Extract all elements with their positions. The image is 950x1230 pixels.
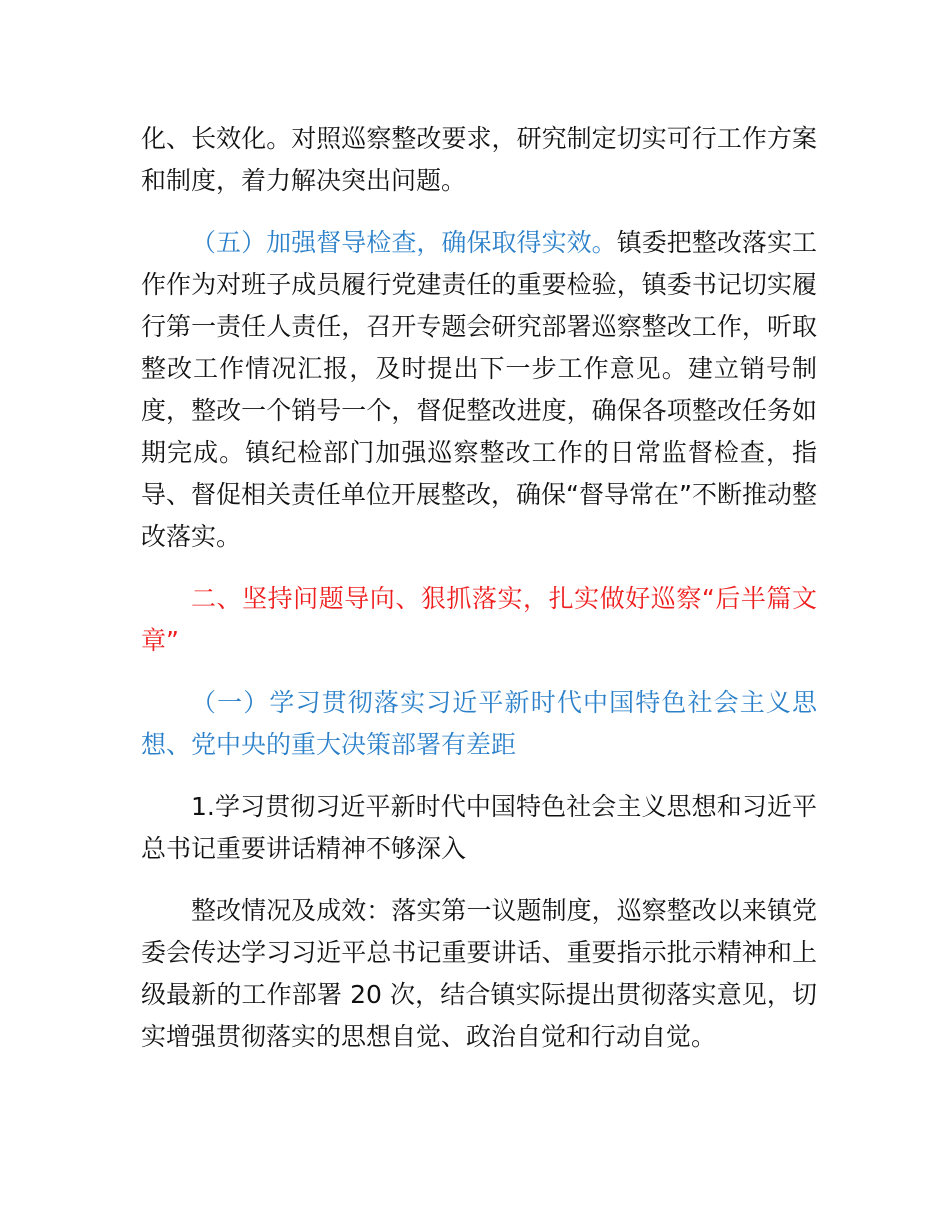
paragraph-rectification-results: 整改情况及成效：落实第一议题制度，巡察整改以来镇党委会传达学习习近平总书记重要讲话、重要指示批示精神和上级最新的工作部署 20 次，结合镇实际提出贯彻落实意见，切实增强贯彻落实的思想自觉、政治自觉和行动自觉。 (141, 896, 817, 1051)
subheading-supervision: （五）加强督导检查，确保取得实效。 (191, 228, 617, 257)
subheading-one: （一）学习贯彻落实习近平新时代中国特色社会主义思想、党中央的重大决策部署有差距 (141, 688, 817, 759)
paragraph-continuation: 化、长效化。对照巡察整改要求，研究制定切实可行工作方案和制度，着力解决突出问题。 (141, 124, 817, 195)
section-heading-two: 二、坚持问题导向、狠抓落实，扎实做好巡察“后半篇文章” (141, 584, 817, 655)
paragraph-supervision (141, 222, 817, 558)
document-page (141, 118, 817, 1058)
paragraph-supervision-body: 镇委把整改落实工作作为对班子成员履行党建责任的重要检验，镇委书记切实履行第一责任人责任，召开专题会研究部署巡察整改工作，听取整改工作情况汇报，及时提出下一步工作意见。建立销号制度，整改一个销号一个，督促整改进度，确保各项整改任务如期完成。镇纪检部门加强巡察整改工作的日常监督检查，指导、督促相关责任单位开展整改，确保“督导常在”不断推动整改落实。 (141, 228, 817, 551)
item-heading-1: 1.学习贯彻习近平新时代中国特色社会主义思想和习近平总书记重要讲话精神不够深入 (141, 792, 817, 863)
